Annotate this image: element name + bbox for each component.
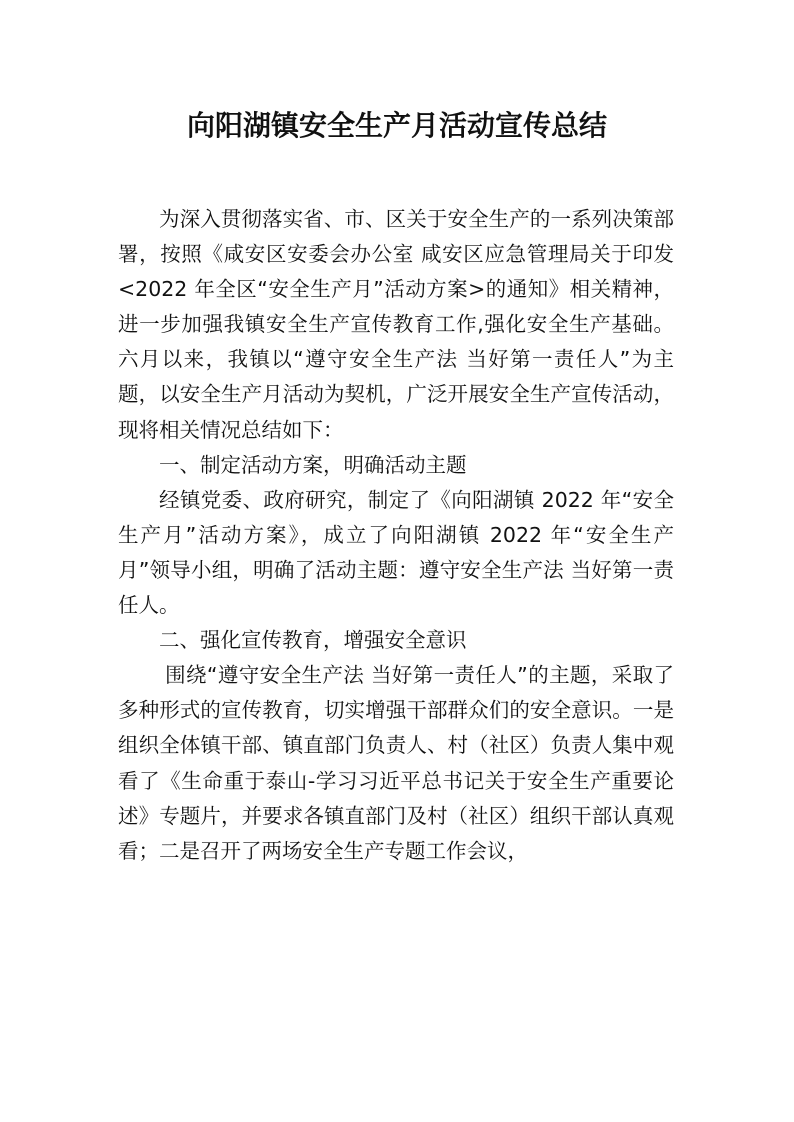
document-body (118, 202, 674, 869)
section-1-paragraph: 经镇党委、政府研究，制定了《向阳湖镇 2022 年“安全生产月”活动方案》，成立了向阳湖镇 2022 年“安全生产月”领导小组，明确了活动主题：遵守安全生产法 当好第一责任人。 (118, 487, 674, 618)
document-title: 向阳湖镇安全生产月活动宣传总结 (186, 109, 607, 142)
section-heading-2: 二、强化宣传教育，增强安全意识 (159, 628, 467, 653)
section-heading-1: 一、制定活动方案，明确活动主题 (159, 452, 467, 477)
intro-paragraph: 为深入贯彻落实省、市、区关于安全生产的一系列决策部署，按照《咸安区安委会办公室 咸安区应急管理局关于印发<2022 年全区“安全生产月”活动方案>的通知》相关精神，进一步加强我镇安全生产宣传教育工作,强化安全生产基础。六月以来，我镇以“遵守安全生产法 当好第一责任人”为主题，以安全生产月活动为契机，广泛开展安全生产宣传活动，现将相关情况总结如下： (118, 207, 674, 442)
section-2-paragraph: 围绕“遵守安全生产法 当好第一责任人”的主题，采取了多种形式的宣传教育，切实增强干部群众们的安全意识。一是组织全体镇干部、镇直部门负责人、村（社区）负责人集中观看了《生命重于泰山-学习习近平总书记关于安全生产重要论述》专题片，并要求各镇直部门及村（社区）组织干部认真观看；二是召开了两场安全生产专题工作会议， (118, 663, 674, 863)
